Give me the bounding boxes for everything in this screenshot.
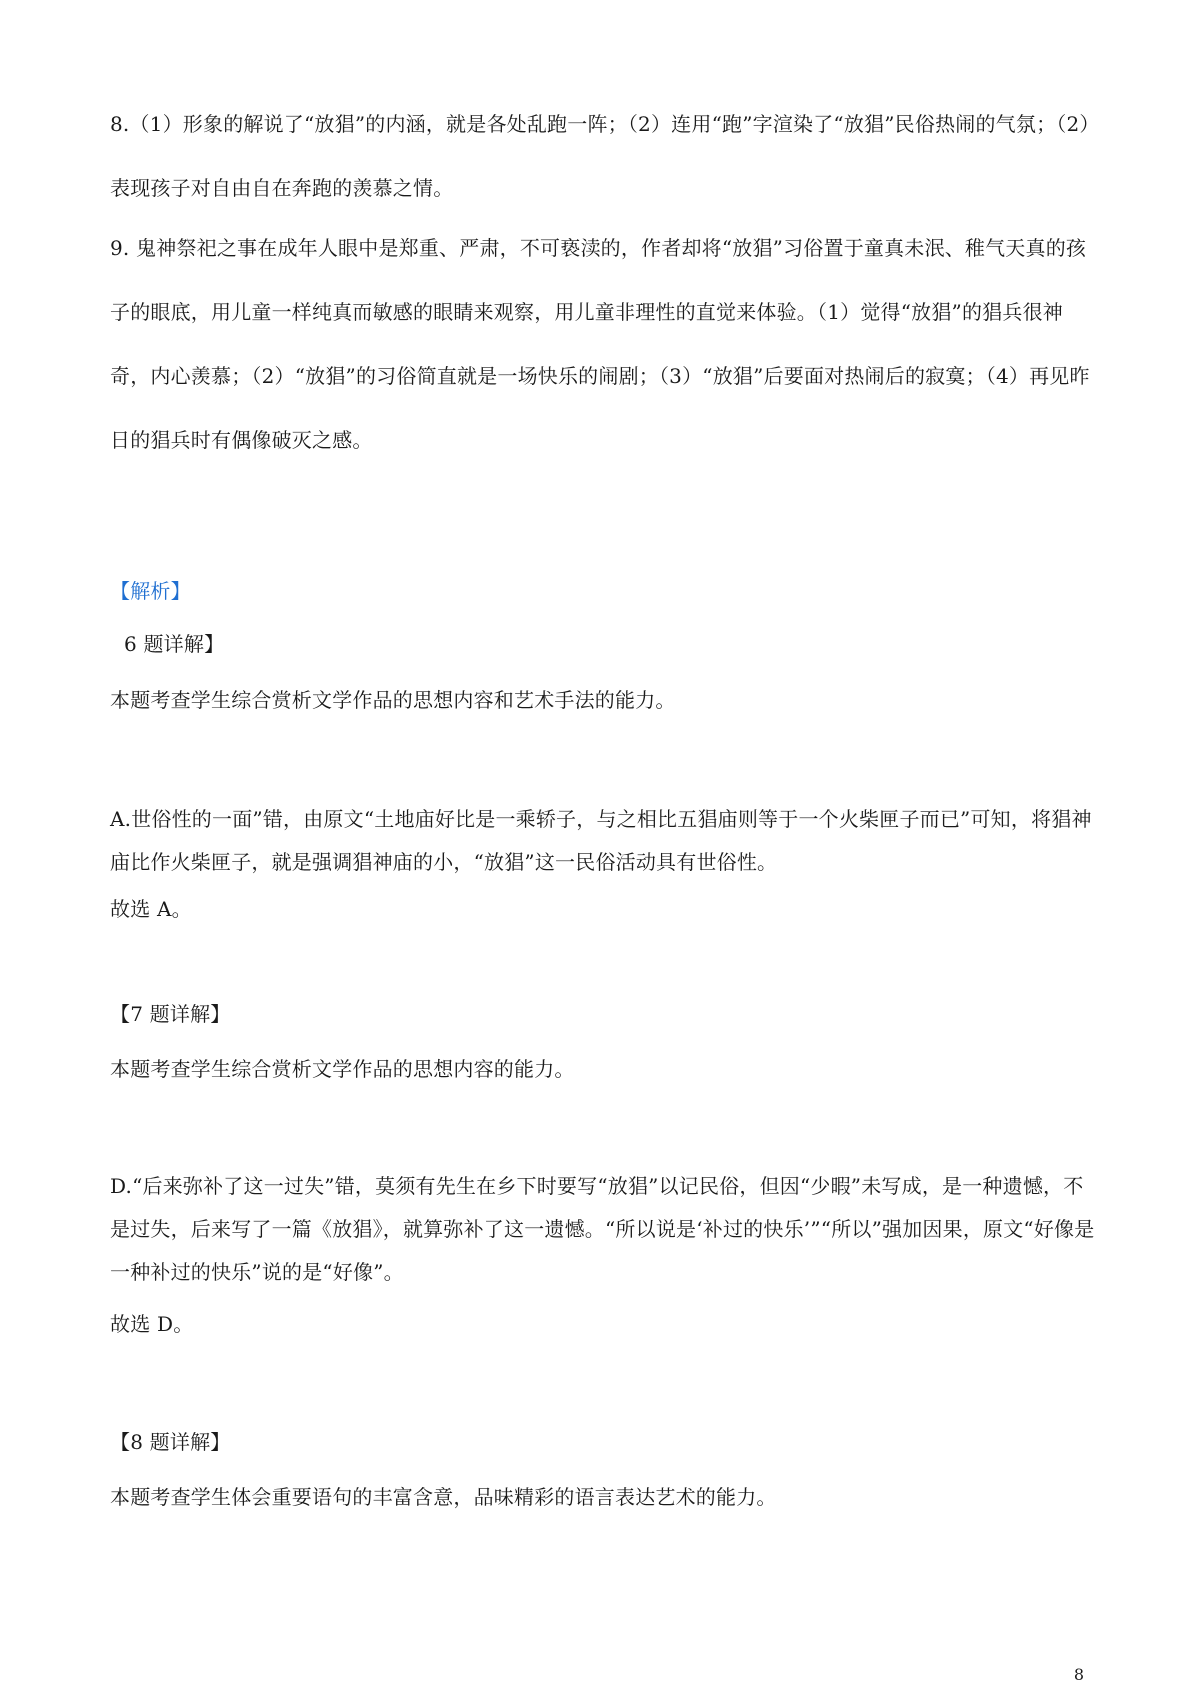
q7-body: D.“后来弥补了这一过失”错，莫须有先生在乡下时要写“放猖”以记民俗，但因“少暇”未写成，是一种遗憾，不是过失，后来写了一篇《放猖》，就算弥补了这一遗憾。“所以说是‘补过的快乐’”“所以”强加因果，原文“好像是一种补过的快乐”说的是“好像”。 [110,1174,1095,1284]
page-number: 8 [1073,1665,1084,1684]
answer-q8: 8.（1）形象的解说了“放猖”的内涵，就是各处乱跑一阵；（2）连用“跑”字渲染了“放猖”民俗热闹的气氛；（2）表现孩子对自由自在奔跑的羡慕之情。 [110,112,1100,200]
q7-conclusion: 故选 D。 [110,1312,194,1336]
q6-conclusion: 故选 A。 [110,897,192,921]
q8-heading: 【8 题详解】 [110,1430,231,1454]
q8-intro: 本题考查学生体会重要语句的丰富含意，品味精彩的语言表达艺术的能力。 [110,1485,777,1509]
q6-heading: 6 题详解】 [124,632,225,656]
answer-q9: 9. 鬼神祭祀之事在成年人眼中是郑重、严肃，不可亵渎的，作者却将“放猖”习俗置于童真未泯、稚气天真的孩子的眼底，用儿童一样纯真而敏感的眼睛来观察，用儿童非理性的直觉来体验。（1）觉得“放猖”的猖兵很神奇，内心羡慕；（2）“放猖”的习俗简直就是一场快乐的闹剧；（3）“放猖”后要面对热闹后的寂寞；（4）再见昨日的猖兵时有偶像破灭之感。 [110,236,1090,452]
q7-heading: 【7 题详解】 [110,1002,231,1026]
q7-intro: 本题考查学生综合赏析文学作品的思想内容的能力。 [110,1057,575,1081]
q6-intro: 本题考查学生综合赏析文学作品的思想内容和艺术手法的能力。 [110,688,676,712]
analysis-tag: 【解析】 [110,579,191,603]
q6-body: A.世俗性的一面”错，由原文“土地庙好比是一乘轿子，与之相比五猖庙则等于一个火柴匣子而已”可知，将猖神庙比作火柴匣子，就是强调猖神庙的小，“放猖”这一民俗活动具有世俗性。 [110,807,1092,874]
